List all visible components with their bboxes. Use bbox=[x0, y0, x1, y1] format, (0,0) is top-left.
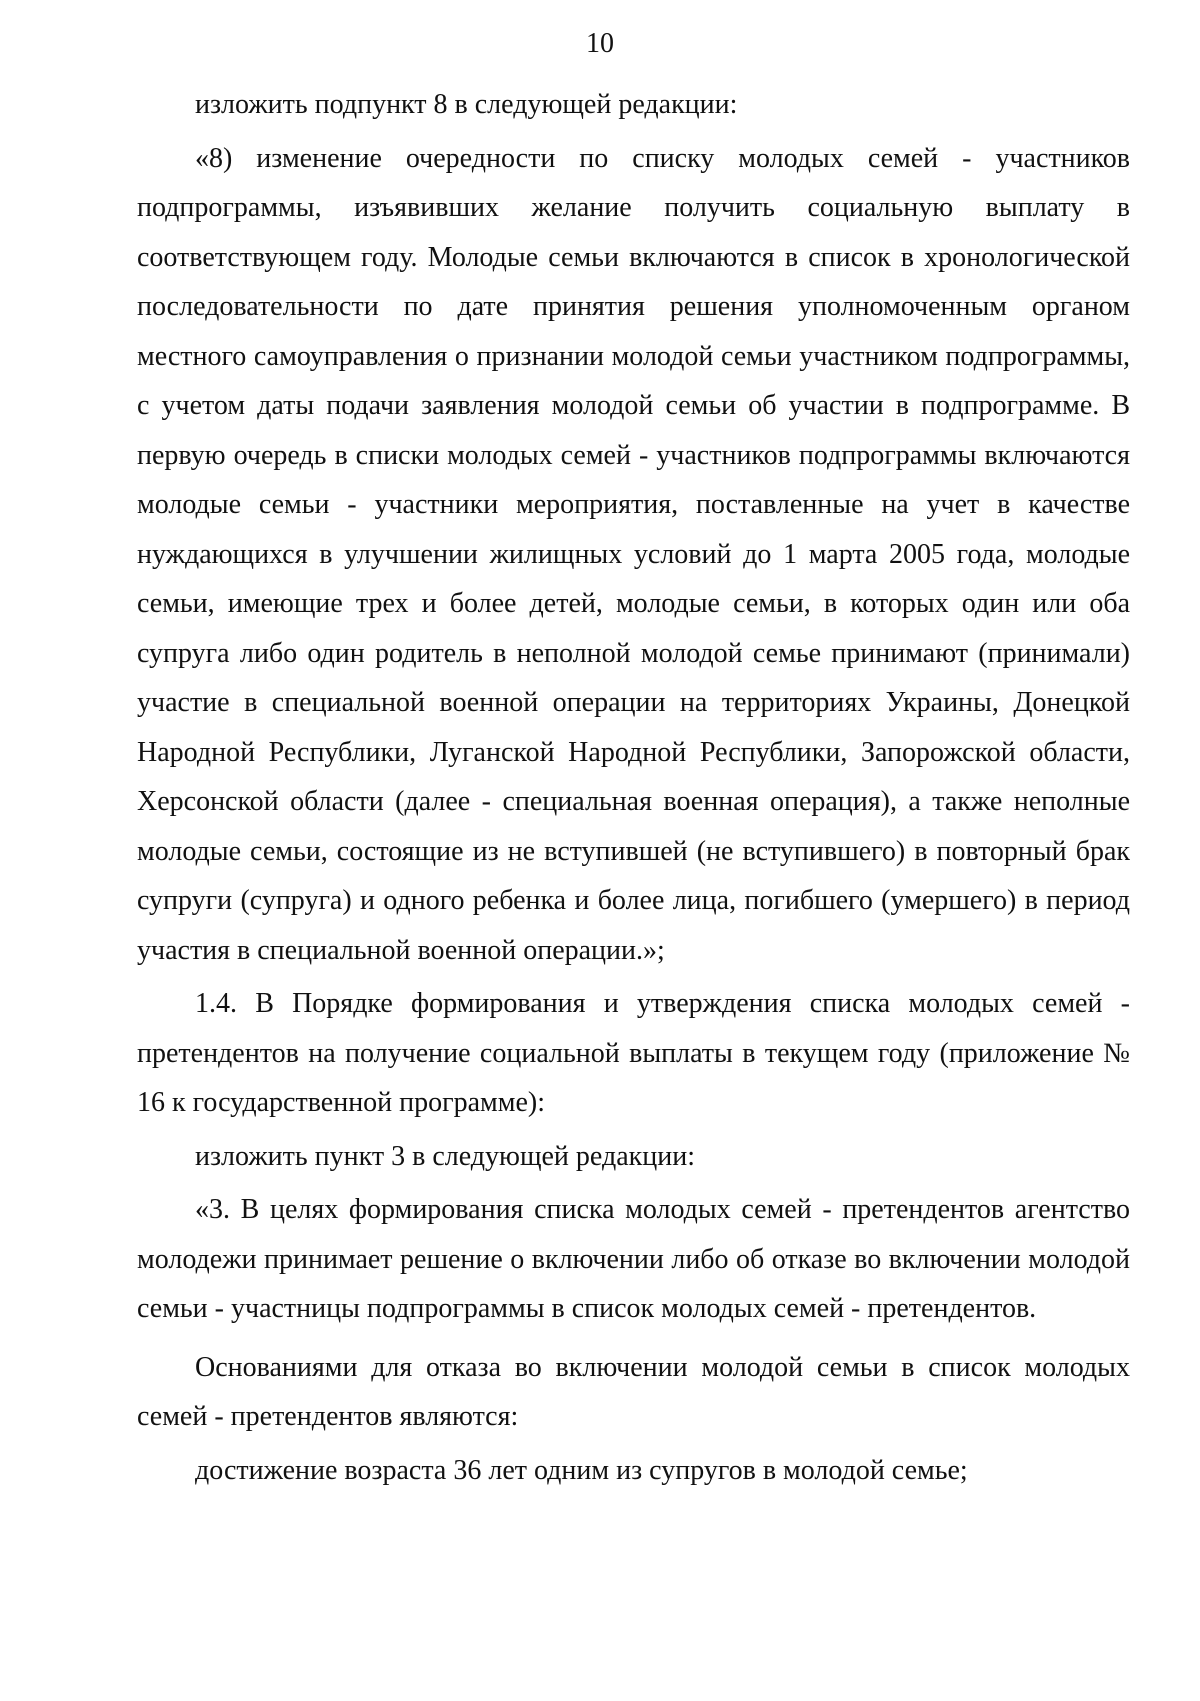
paragraph-amend-subitem-8: изложить подпункт 8 в следующей редакции: bbox=[195, 89, 738, 120]
paragraph-subitem-8-text: «8) изменение очередности по списку молодых семей - участников подпрограммы, изъявивших желание получить социальную выплату в соответствующем году. Молодые семьи включаются в список в хронологической последовательности по дате принятия решения уполномоченным органом местного самоуправления о признании молодой семьи участником подпрограммы, с учетом даты подачи заявления молодой семьи об участии в подпрограмме. В первую очередь в списки молодых семей - участников подпрограммы включаются молодые семьи - участники мероприятия, поставленные на учет в качестве нуждающихся в улучшении жилищных условий до 1 марта 2005 года, молодые семьи, имеющие трех и более детей, молодые семьи, в которых один или оба супруга либо один родитель в неполной молодой семье принимают (принимали) участие в специальной военной операции на территориях Украины, Донецкой Народной Республики, Луганской Народной Республики, Запорожской области, Херсонской области (далее - специальная военная операция), а также неполные молодые семьи, состоящие из не вступившей (не вступившего) в повторный брак супруги (супруга) и одного ребенка и более лица, погибшего (умершего) в период участия в специальной военной операции.»; bbox=[137, 142, 1130, 966]
paragraph-grounds-for-refusal: Основаниями для отказа во включении молодой семьи в список молодых семей - претендентов являются: bbox=[137, 1351, 1130, 1432]
paragraph-section-1-4: 1.4. В Порядке формирования и утверждения списка молодых семей - претендентов на получение социальной выплаты в текущем году (приложение № 16 к государственной программе): bbox=[137, 988, 1130, 1118]
document-body bbox=[137, 80, 1130, 1495]
paragraph-age-limit: достижение возраста 36 лет одним из супругов в молодой семье; bbox=[195, 1454, 968, 1486]
paragraph-item-3-text: «3. В целях формирования списка молодых семей - претендентов агентство молодежи принимает решение о включении либо об отказе во включении молодой семьи - участницы подпрограммы в список молодых семей - претендентов. bbox=[137, 1194, 1130, 1324]
paragraph-amend-item-3: изложить пункт 3 в следующей редакции: bbox=[195, 1140, 695, 1172]
page-number: 10 bbox=[586, 28, 614, 59]
